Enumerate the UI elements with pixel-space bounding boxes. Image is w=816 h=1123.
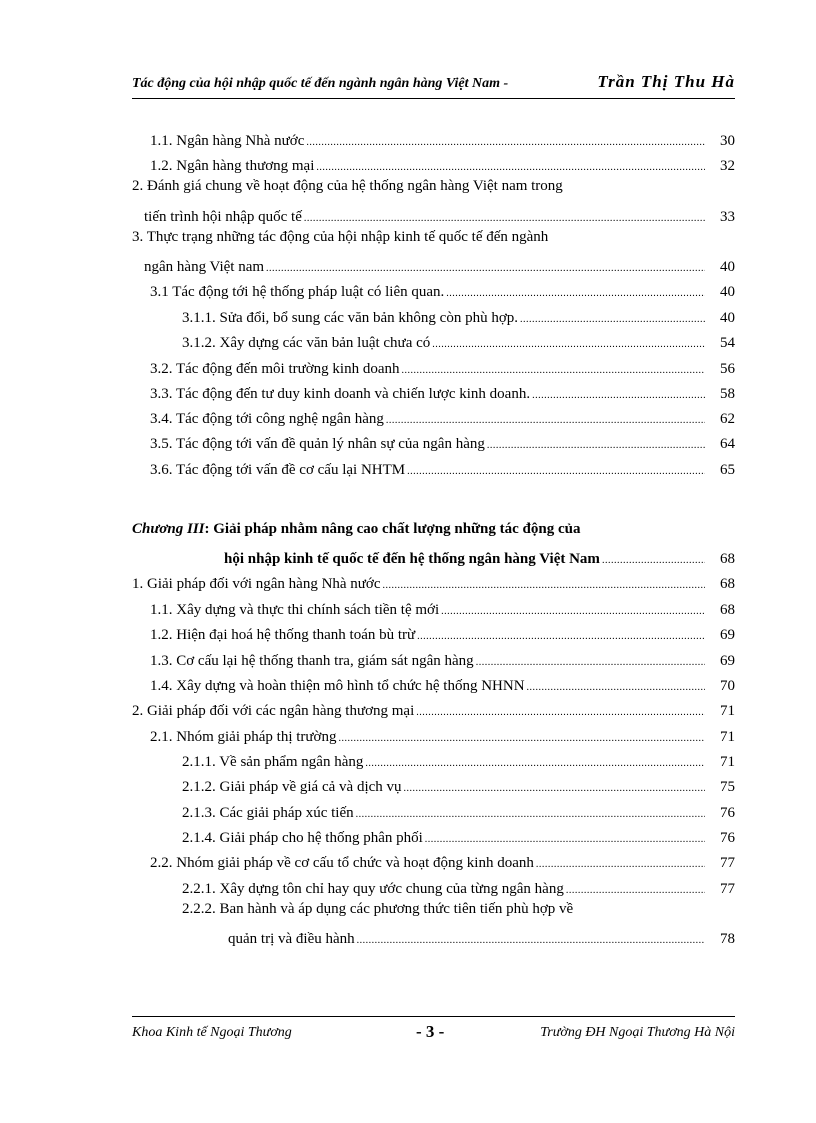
toc-entry: hội nhập kinh tế quốc tế đến hệ thống ngân hàng Việt Nam ..... 68 — [224, 546, 735, 568]
toc-entry: 3.2. Tác động đến môi trường kinh doanh ..... 56 — [150, 356, 735, 378]
toc-entry: 3.1.1. Sửa đổi, bổ sung các văn bản không còn phù hợp. ..... 40 — [182, 305, 735, 327]
header-author: Trần Thị Thu Hà — [597, 72, 735, 91]
toc-entry: 3. Thực trạng những tác động của hội nhập kinh tế quốc tế đến ngành — [132, 229, 549, 245]
toc-entry: 2.1.1. Về sản phẩm ngân hàng ..... 71 — [182, 749, 735, 771]
toc-entry: 2.1.2. Giải pháp về giá cả và dịch vụ ..... 75 — [182, 774, 735, 796]
toc-entry: 2.2.1. Xây dựng tôn chỉ hay quy ước chung của từng ngân hàng ..... 77 — [182, 876, 735, 898]
toc-entry: quản trị và điều hành ..... 78 — [228, 926, 735, 948]
footer-rule — [132, 1016, 735, 1017]
page-header — [132, 72, 735, 98]
chapter-title: : Giải pháp nhằm nâng cao chất lượng những tác động của — [204, 521, 581, 537]
toc-entry: 2.1. Nhóm giải pháp thị trường ..... 71 — [150, 724, 735, 746]
footer-faculty: Khoa Kinh tế Ngoại Thương — [132, 1025, 292, 1040]
toc-entry: 2.2. Nhóm giải pháp về cơ cấu tổ chức và hoạt động kinh doanh ..... 77 — [150, 850, 735, 872]
toc-entry: 3.1.2. Xây dựng các văn bản luật chưa có ..... 54 — [182, 330, 735, 352]
toc-entry: 1.4. Xây dựng và hoàn thiện mô hình tổ chức hệ thống NHNN ..... 70 — [150, 673, 735, 695]
toc-entry: 1.2. Hiện đại hoá hệ thống thanh toán bù trừ ..... 69 — [150, 622, 735, 644]
toc-entry: 2. Đánh giá chung về hoạt động của hệ thống ngân hàng Việt nam trong — [132, 178, 563, 194]
chapter-heading — [132, 521, 580, 543]
header-rule — [132, 98, 735, 99]
toc-entry: 1.3. Cơ cấu lại hệ thống thanh tra, giám sát ngân hàng ..... 69 — [150, 648, 735, 670]
toc-entry: 3.6. Tác động tới vấn đề cơ cấu lại NHTM ..... 65 — [150, 457, 735, 479]
toc-entry: 2. Giải pháp đối với các ngân hàng thương mại ..... 71 — [132, 698, 735, 720]
toc-entry: 2.1.4. Giải pháp cho hệ thống phân phối ..... 76 — [182, 825, 735, 847]
header-title: Tác động của hội nhập quốc tế đến ngành ngân hàng Việt Nam - — [132, 76, 509, 91]
toc-entry: tiến trình hội nhập quốc tế ..... 33 — [144, 204, 735, 226]
toc-entry: 3.1 Tác động tới hệ thống pháp luật có liên quan. ..... 40 — [150, 279, 735, 301]
toc-entry: 3.5. Tác động tới vấn đề quản lý nhân sự của ngân hàng ..... 64 — [150, 431, 735, 453]
chapter-label: Chương III — [132, 521, 205, 537]
toc-entry: 2.2.2. Ban hành và áp dụng các phương thức tiên tiến phù hợp về — [182, 901, 574, 917]
toc-entry: 2.1.3. Các giải pháp xúc tiến ..... 76 — [182, 800, 735, 822]
toc-entry: 1.1. Ngân hàng Nhà nước ..... 30 — [150, 128, 735, 150]
toc-entry: 3.4. Tác động tới công nghệ ngân hàng ..... 62 — [150, 406, 735, 428]
toc-entry: ngân hàng Việt nam ..... 40 — [144, 254, 735, 276]
footer-university: Trường ĐH Ngoại Thương Hà Nội — [540, 1025, 735, 1040]
toc-entry: 3.3. Tác động đến tư duy kinh doanh và chiến lược kinh doanh. ..... 58 — [150, 381, 735, 403]
toc-entry: 1.2. Ngân hàng thương mại ..... 32 — [150, 153, 735, 175]
page-footer — [132, 1022, 735, 1046]
page-number: - 3 - — [416, 1022, 445, 1041]
toc-entry: 1. Giải pháp đối với ngân hàng Nhà nước ..... 68 — [132, 571, 735, 593]
toc-entry: 1.1. Xây dựng và thực thi chính sách tiền tệ mới ..... 68 — [150, 597, 735, 619]
